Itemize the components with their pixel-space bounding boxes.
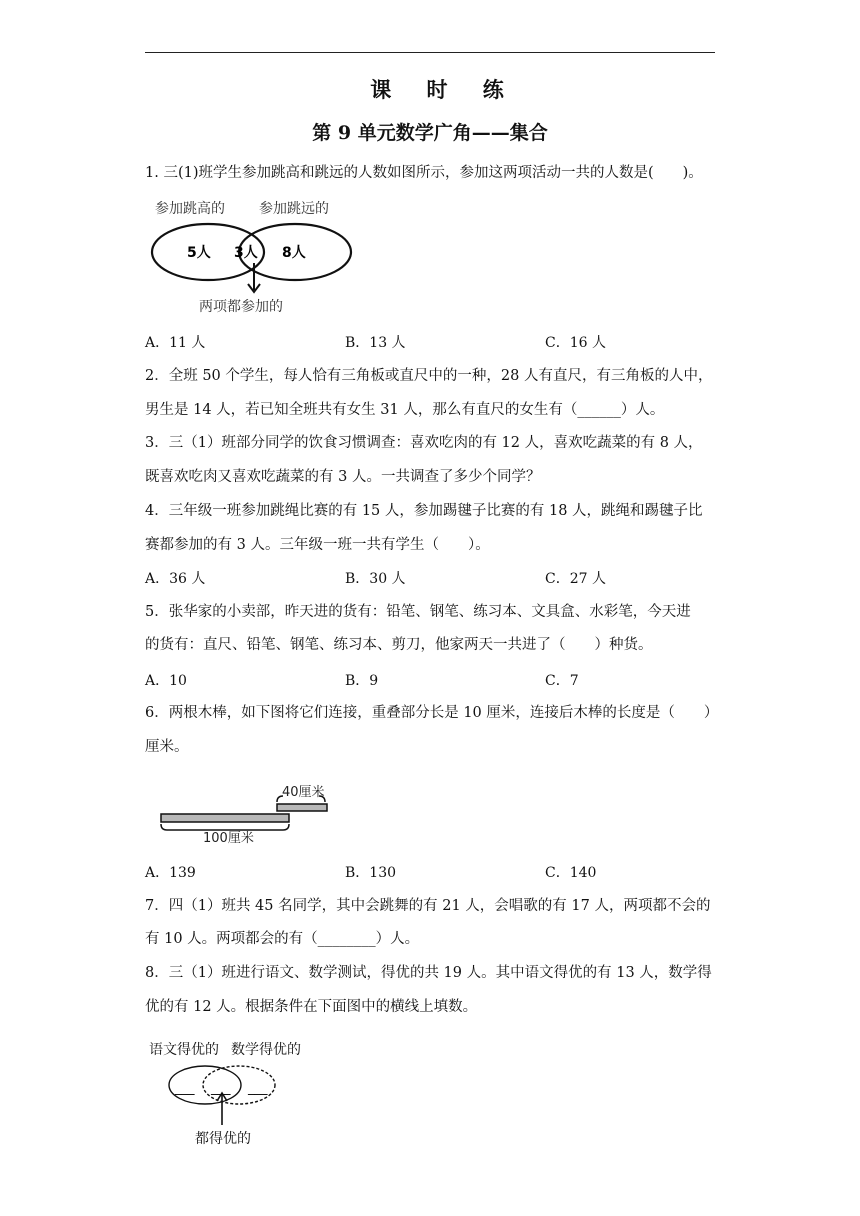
venn-blank-left: ___	[175, 1081, 195, 1096]
venn-bottom-label-both: 都得优的	[195, 1131, 251, 1147]
question-8-line-2: 优的有 12 人。根据条件在下面图中的横线上填数。	[145, 999, 478, 1015]
question-6-option-a: A．139	[145, 865, 196, 881]
question-3-line-1: 3．三（1）班部分同学的饮食习惯调查：喜欢吃肉的有 12 人，喜欢吃蔬菜的有 8 人，	[145, 435, 703, 451]
page-title: 课 时 练	[370, 77, 518, 102]
venn-left-count: 5人	[187, 245, 211, 261]
venn-label-chinese: 语文得优的	[149, 1042, 219, 1058]
venn-blank-right: ___	[248, 1081, 268, 1096]
unit-subtitle: 第 9 单元数学广角——集合	[312, 122, 548, 144]
question-1-option-b: B．13 人	[345, 335, 406, 351]
question-6-line-2: 厘米。	[145, 739, 189, 755]
question-5-option-a: A．10	[145, 673, 187, 689]
question-1-option-a: A．11 人	[145, 335, 206, 351]
question-5-option-c: C．7	[545, 673, 579, 689]
question-2-line-2: 男生是 14 人，若已知全班共有女生 31 人，那么有直尺的女生有（______）人。	[145, 402, 665, 418]
short-stick	[277, 804, 327, 811]
question-3-line-2: 既喜欢吃肉又喜欢吃蔬菜的有 3 人。一共调查了多少个同学？	[145, 469, 541, 485]
question-5-line-2: 的货有：直尺、铅笔、钢笔、练习本、剪刀，他家两天一共进了（ ）种货。	[145, 637, 653, 653]
venn-bottom-label: 两项都参加的	[199, 299, 283, 315]
question-2-line-1: 2．全班 50 个学生，每人恰有三角板或直尺中的一种，28 人有直尺，有三角板的人中，	[145, 368, 713, 384]
venn-label-high-jump: 参加跳高的	[155, 201, 225, 217]
long-stick	[161, 814, 289, 822]
question-4-line-1: 4．三年级一班参加跳绳比赛的有 15 人，参加踢毽子比赛的有 18 人，跳绳和踢毽子比	[145, 503, 703, 519]
long-stick-brace	[161, 824, 289, 830]
question-8-venn-diagram	[145, 1035, 345, 1154]
venn-label-math: 数学得优的	[231, 1042, 301, 1058]
stick-short-length-label: 40厘米	[282, 785, 325, 800]
stick-long-length-label: 100厘米	[203, 831, 254, 846]
top-rule	[145, 52, 715, 53]
question-6-line-1: 6．两根木棒，如下图将它们连接，重叠部分长是 10 厘米，连接后木棒的长度是（ ）	[145, 705, 719, 721]
question-1-venn-diagram	[145, 195, 365, 324]
question-6-option-c: C．140	[545, 865, 597, 881]
question-1-text: 1. 三(1)班学生参加跳高和跳远的人数如图所示，参加这两项活动一共的人数是( )。	[145, 165, 703, 181]
venn-right-count: 8人	[282, 245, 306, 261]
question-4-option-a: A．36 人	[145, 571, 206, 587]
question-8-line-1: 8．三（1）班进行语文、数学测试，得优的共 19 人。其中语文得优的有 13 人，数学得	[145, 965, 712, 981]
question-6-stick-diagram	[155, 778, 345, 852]
venn-blank-middle: ___	[211, 1081, 231, 1096]
question-1-option-c: C．16 人	[545, 335, 606, 351]
venn-middle-count: 3人	[234, 245, 258, 261]
question-6-option-b: B．130	[345, 865, 397, 881]
question-5-option-b: B．9	[345, 673, 379, 689]
question-5-line-1: 5．张华家的小卖部，昨天进的货有：铅笔、钢笔、练习本、文具盒、水彩笔，今天进	[145, 604, 691, 620]
question-4-line-2: 赛都参加的有 3 人。三年级一班一共有学生（ ）。	[145, 537, 490, 553]
question-7-line-2: 有 10 人。两项都会的有（________）人。	[145, 931, 420, 947]
question-7-line-1: 7．四（1）班共 45 名同学，其中会跳舞的有 21 人，会唱歌的有 17 人，两项都不会的	[145, 898, 711, 914]
question-4-option-c: C．27 人	[545, 571, 606, 587]
venn-label-long-jump: 参加跳远的	[259, 201, 329, 217]
question-4-option-b: B．30 人	[345, 571, 406, 587]
